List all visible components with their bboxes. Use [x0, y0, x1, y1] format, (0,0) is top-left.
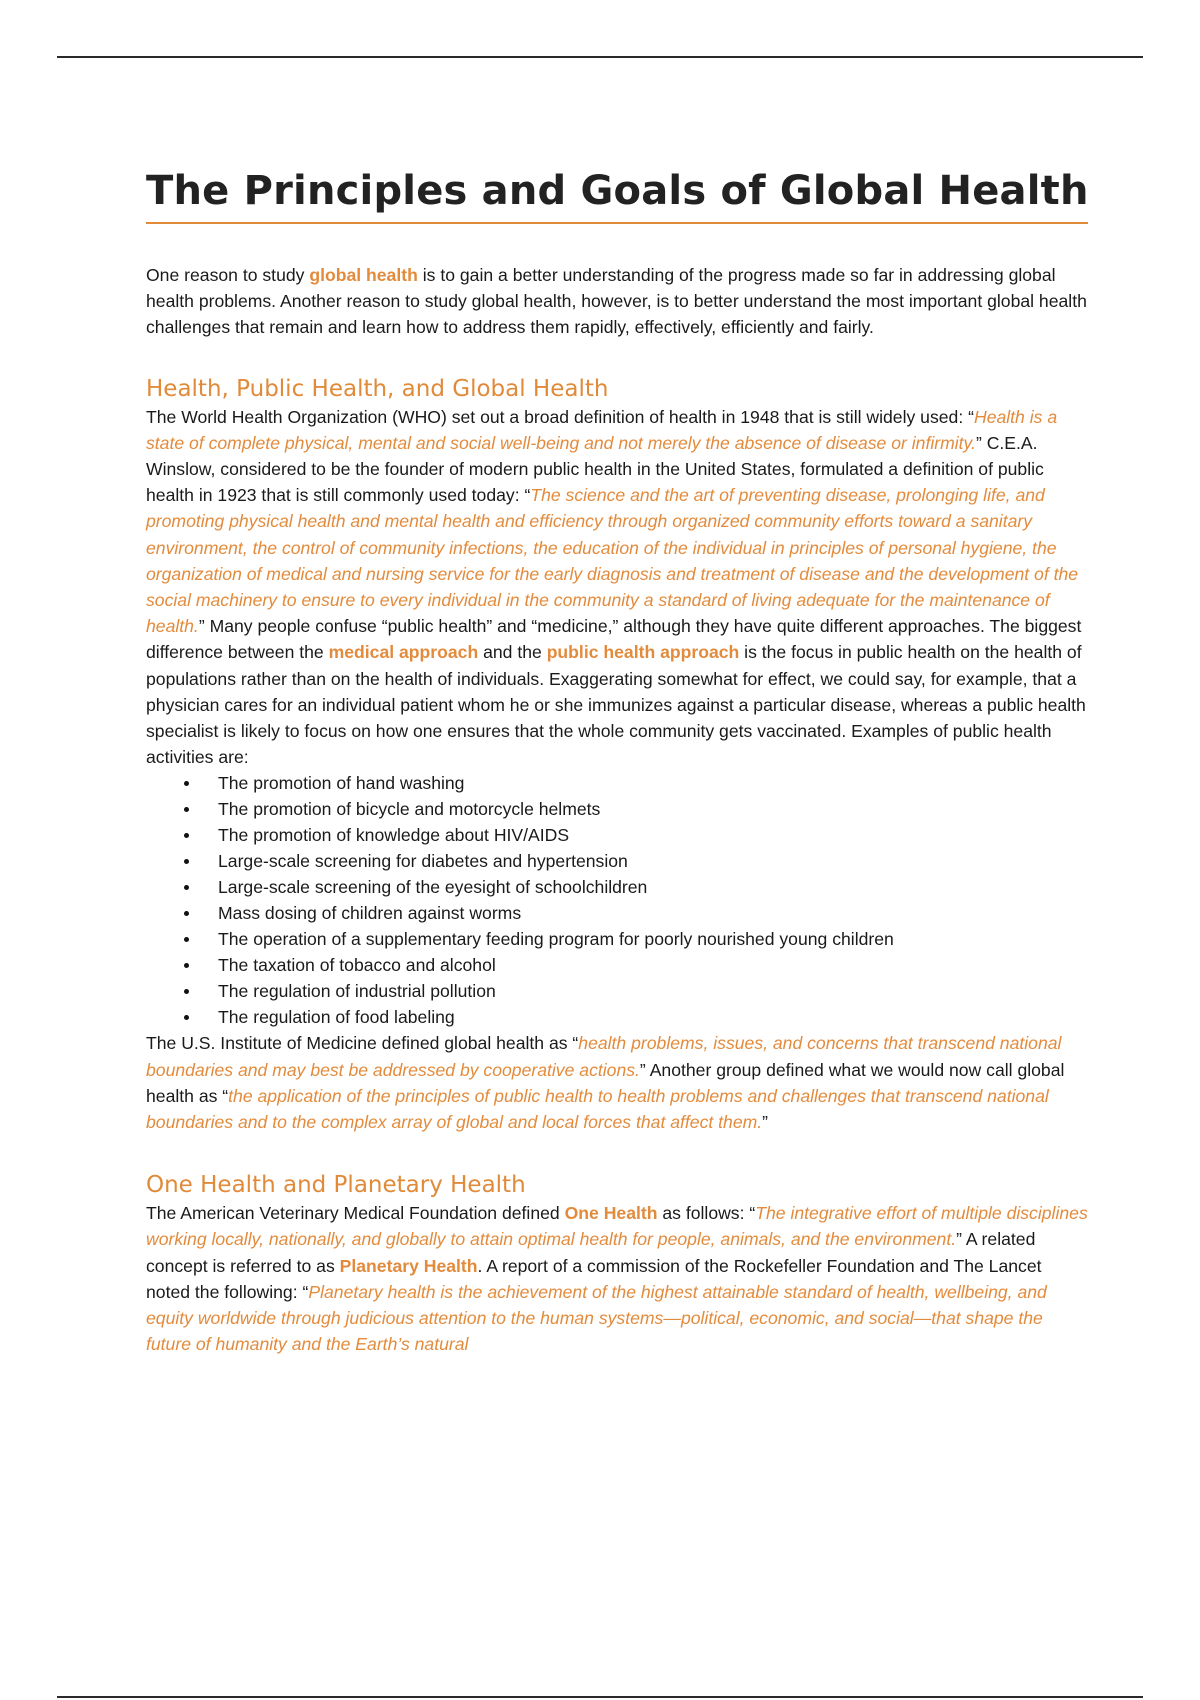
intro-paragraph: [146, 262, 1088, 341]
section-heading-health: Health, Public Health, and Global Health: [146, 375, 609, 402]
header-rule: [57, 56, 1143, 58]
intro-text: is to gain a better understanding of the progress made so far in addressing global health problems. Another reason to study global health, however, is to better understand the most important global health challenges that remain and learn how to address them rapidly, effectively, efficiently and fairly.: [146, 265, 1087, 338]
list-item: The operation of a supplementary feeding program for poorly nourished young children: [218, 926, 1088, 952]
section-heading-one-health: One Health and Planetary Health: [146, 1172, 526, 1199]
body-text: ” Another group defined what we would now call global health as “: [146, 1059, 1065, 1106]
who-definition-quote: Health is a state of complete physical, mental and social well-being and not merely the absence of disease or infirmity.: [146, 406, 1058, 453]
global-health-definitions-paragraph: [146, 1030, 1088, 1135]
body-text: ”: [762, 1112, 769, 1133]
planetary-health-definition-quote: Planetary health is the achievement of the highest attainable standard of health, wellbeing, and equity worldwide through judicious attention to the human systems—political, economic, and social—that shape the future of humanity and the Earth’s natural: [146, 1281, 1047, 1355]
global-health-definition-quote: the application of the principles of public health to health problems and challenges that transcend national boundaries and to the complex array of global and local forces that affect them.: [146, 1085, 1049, 1133]
one-health-paragraph: [146, 1200, 1088, 1357]
body-text: as follows: “: [657, 1203, 756, 1224]
planetary-health-term: Planetary Health: [339, 1255, 478, 1276]
list-item: The promotion of knowledge about HIV/AIDS: [218, 822, 1088, 848]
body-text: . A report of a commission of the Rockefeller Foundation and The Lancet noted the following: “: [146, 1255, 1042, 1302]
list-item: The regulation of industrial pollution: [218, 978, 1088, 1004]
body-text: The U.S. Institute of Medicine defined global health as “: [146, 1033, 579, 1054]
list-item: The regulation of food labeling: [218, 1004, 1088, 1030]
document-body: [146, 168, 1088, 1357]
body-text: and the: [478, 642, 547, 663]
public-health-approach-term: public health approach: [546, 642, 740, 663]
body-text: is the focus in public health on the health of populations rather than on the health of individuals. Exaggerating somewhat for effect, we could say, for example, that a physician cares for an individual patient whom he or she immunizes against a particular disease, whereas a public health specialist is likely to focus on how one ensures that the whole community gets vaccinated. Examples of public health activities are:: [146, 642, 1086, 768]
one-health-definition-quote: The integrative effort of multiple disciplines working locally, nationally, and globally to attain optimal health for people, animals, and the environment.: [146, 1203, 1088, 1250]
body-text: ” Many people confuse “public health” and “medicine,” although they have quite different approaches. The biggest difference between the: [146, 616, 1082, 663]
body-text: The World Health Organization (WHO) set out a broad definition of health in 1948 that is still widely used: “: [146, 406, 974, 427]
winslow-definition-quote: The science and the art of preventing disease, prolonging life, and promoting physical health and mental health and efficiency through organized community efforts toward a sanitary environment, the control of community infections, the education of the individual in principles of personal hygiene, the organization of medical and nursing service for the early diagnosis and treatment of disease and the development of the social machinery to ensure to every individual in the community a standard of living adequate for the maintenance of health.: [146, 485, 1079, 637]
body-text: ” C.E.A. Winslow, considered to be the founder of modern public health in the United States, formulated a definition of public health in 1923 that is still commonly used today: “: [146, 432, 1044, 506]
public-health-activities-list: [146, 770, 1088, 1030]
medical-approach-term: medical approach: [328, 642, 479, 663]
footer-rule: [57, 1696, 1143, 1698]
list-item: The taxation of tobacco and alcohol: [218, 952, 1088, 978]
list-item: Mass dosing of children against worms: [218, 900, 1088, 926]
page-title: The Principles and Goals of Global Health: [146, 168, 1088, 224]
list-item: The promotion of bicycle and motorcycle helmets: [218, 796, 1088, 822]
health-definitions-paragraph: [146, 404, 1088, 771]
list-item: The promotion of hand washing: [218, 770, 1088, 796]
list-item: Large-scale screening of the eyesight of schoolchildren: [218, 874, 1088, 900]
body-text: The American Veterinary Medical Foundation defined: [146, 1203, 565, 1224]
list-item: Large-scale screening for diabetes and hypertension: [218, 848, 1088, 874]
intro-text: One reason to study: [146, 265, 310, 285]
iom-definition-quote: health problems, issues, and concerns that transcend national boundaries and may best be addressed by cooperative actions.: [146, 1033, 1062, 1080]
global-health-term: global health: [309, 265, 418, 285]
one-health-term: One Health: [564, 1203, 658, 1224]
body-text: ” A related concept is referred to as: [146, 1229, 1036, 1276]
